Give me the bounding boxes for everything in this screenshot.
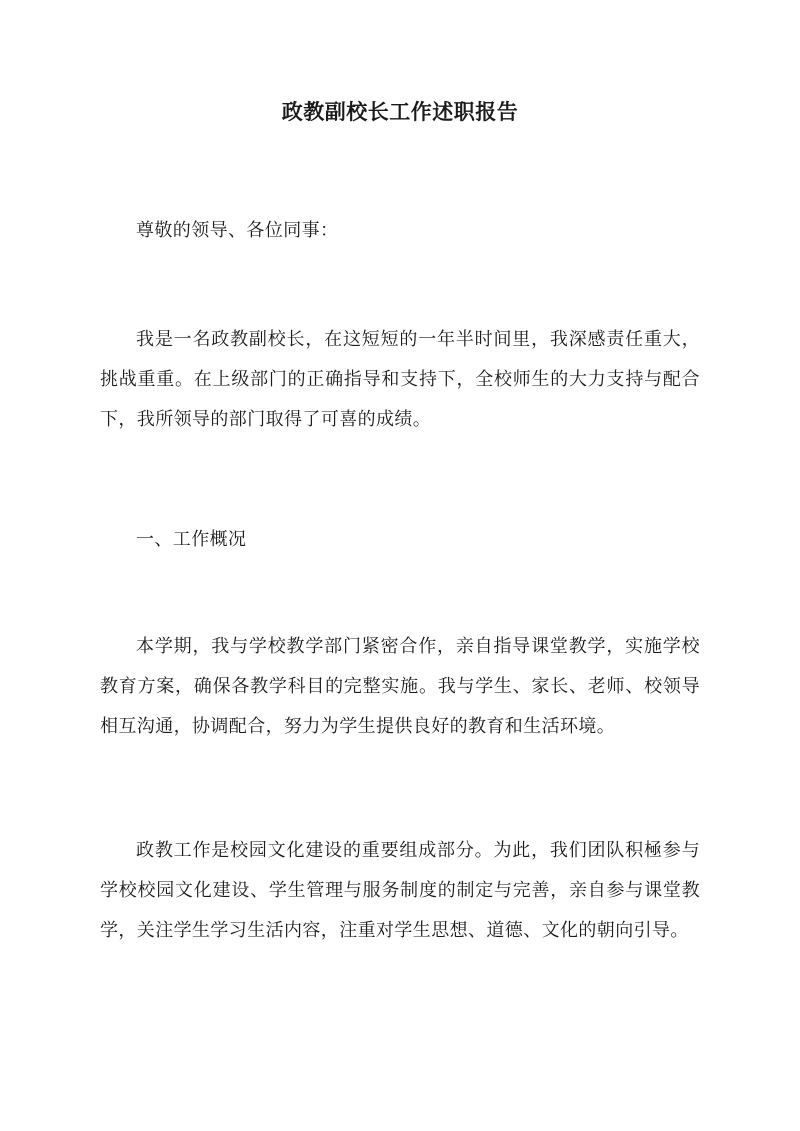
- document-title: 政教副校长工作述职报告: [281, 99, 519, 124]
- paragraph-work-overview: 本学期，我与学校教学部门紧密合作，亲自指导课堂教学，实施学校教育方案，确保各教学科目的完整实施。我与学生、家长、老师、校领导相互沟通，协调配合，努力为学生提供良好的教育和生活环境。: [100, 636, 700, 737]
- paragraph-intro: 我是一名政教副校长，在这短短的一年半时间里，我深感责任重大，挑战重重。在上级部门的正确指导和支持下，全校师生的大力支持与配合下，我所领导的部门取得了可喜的成绩。: [100, 329, 700, 430]
- section-heading: 一、工作概况: [136, 529, 247, 550]
- salutation: 尊敬的领导、各位同事：: [136, 220, 339, 241]
- paragraph-culture-building: 政教工作是校园文化建设的重要组成部分。为此，我们团队积極参与学校校园文化建设、学生管理与服务制度的制定与完善，亲自参与课堂教学，关注学生学习生活内容，注重对学生思想、道德、文化的朝向引导。: [100, 840, 700, 941]
